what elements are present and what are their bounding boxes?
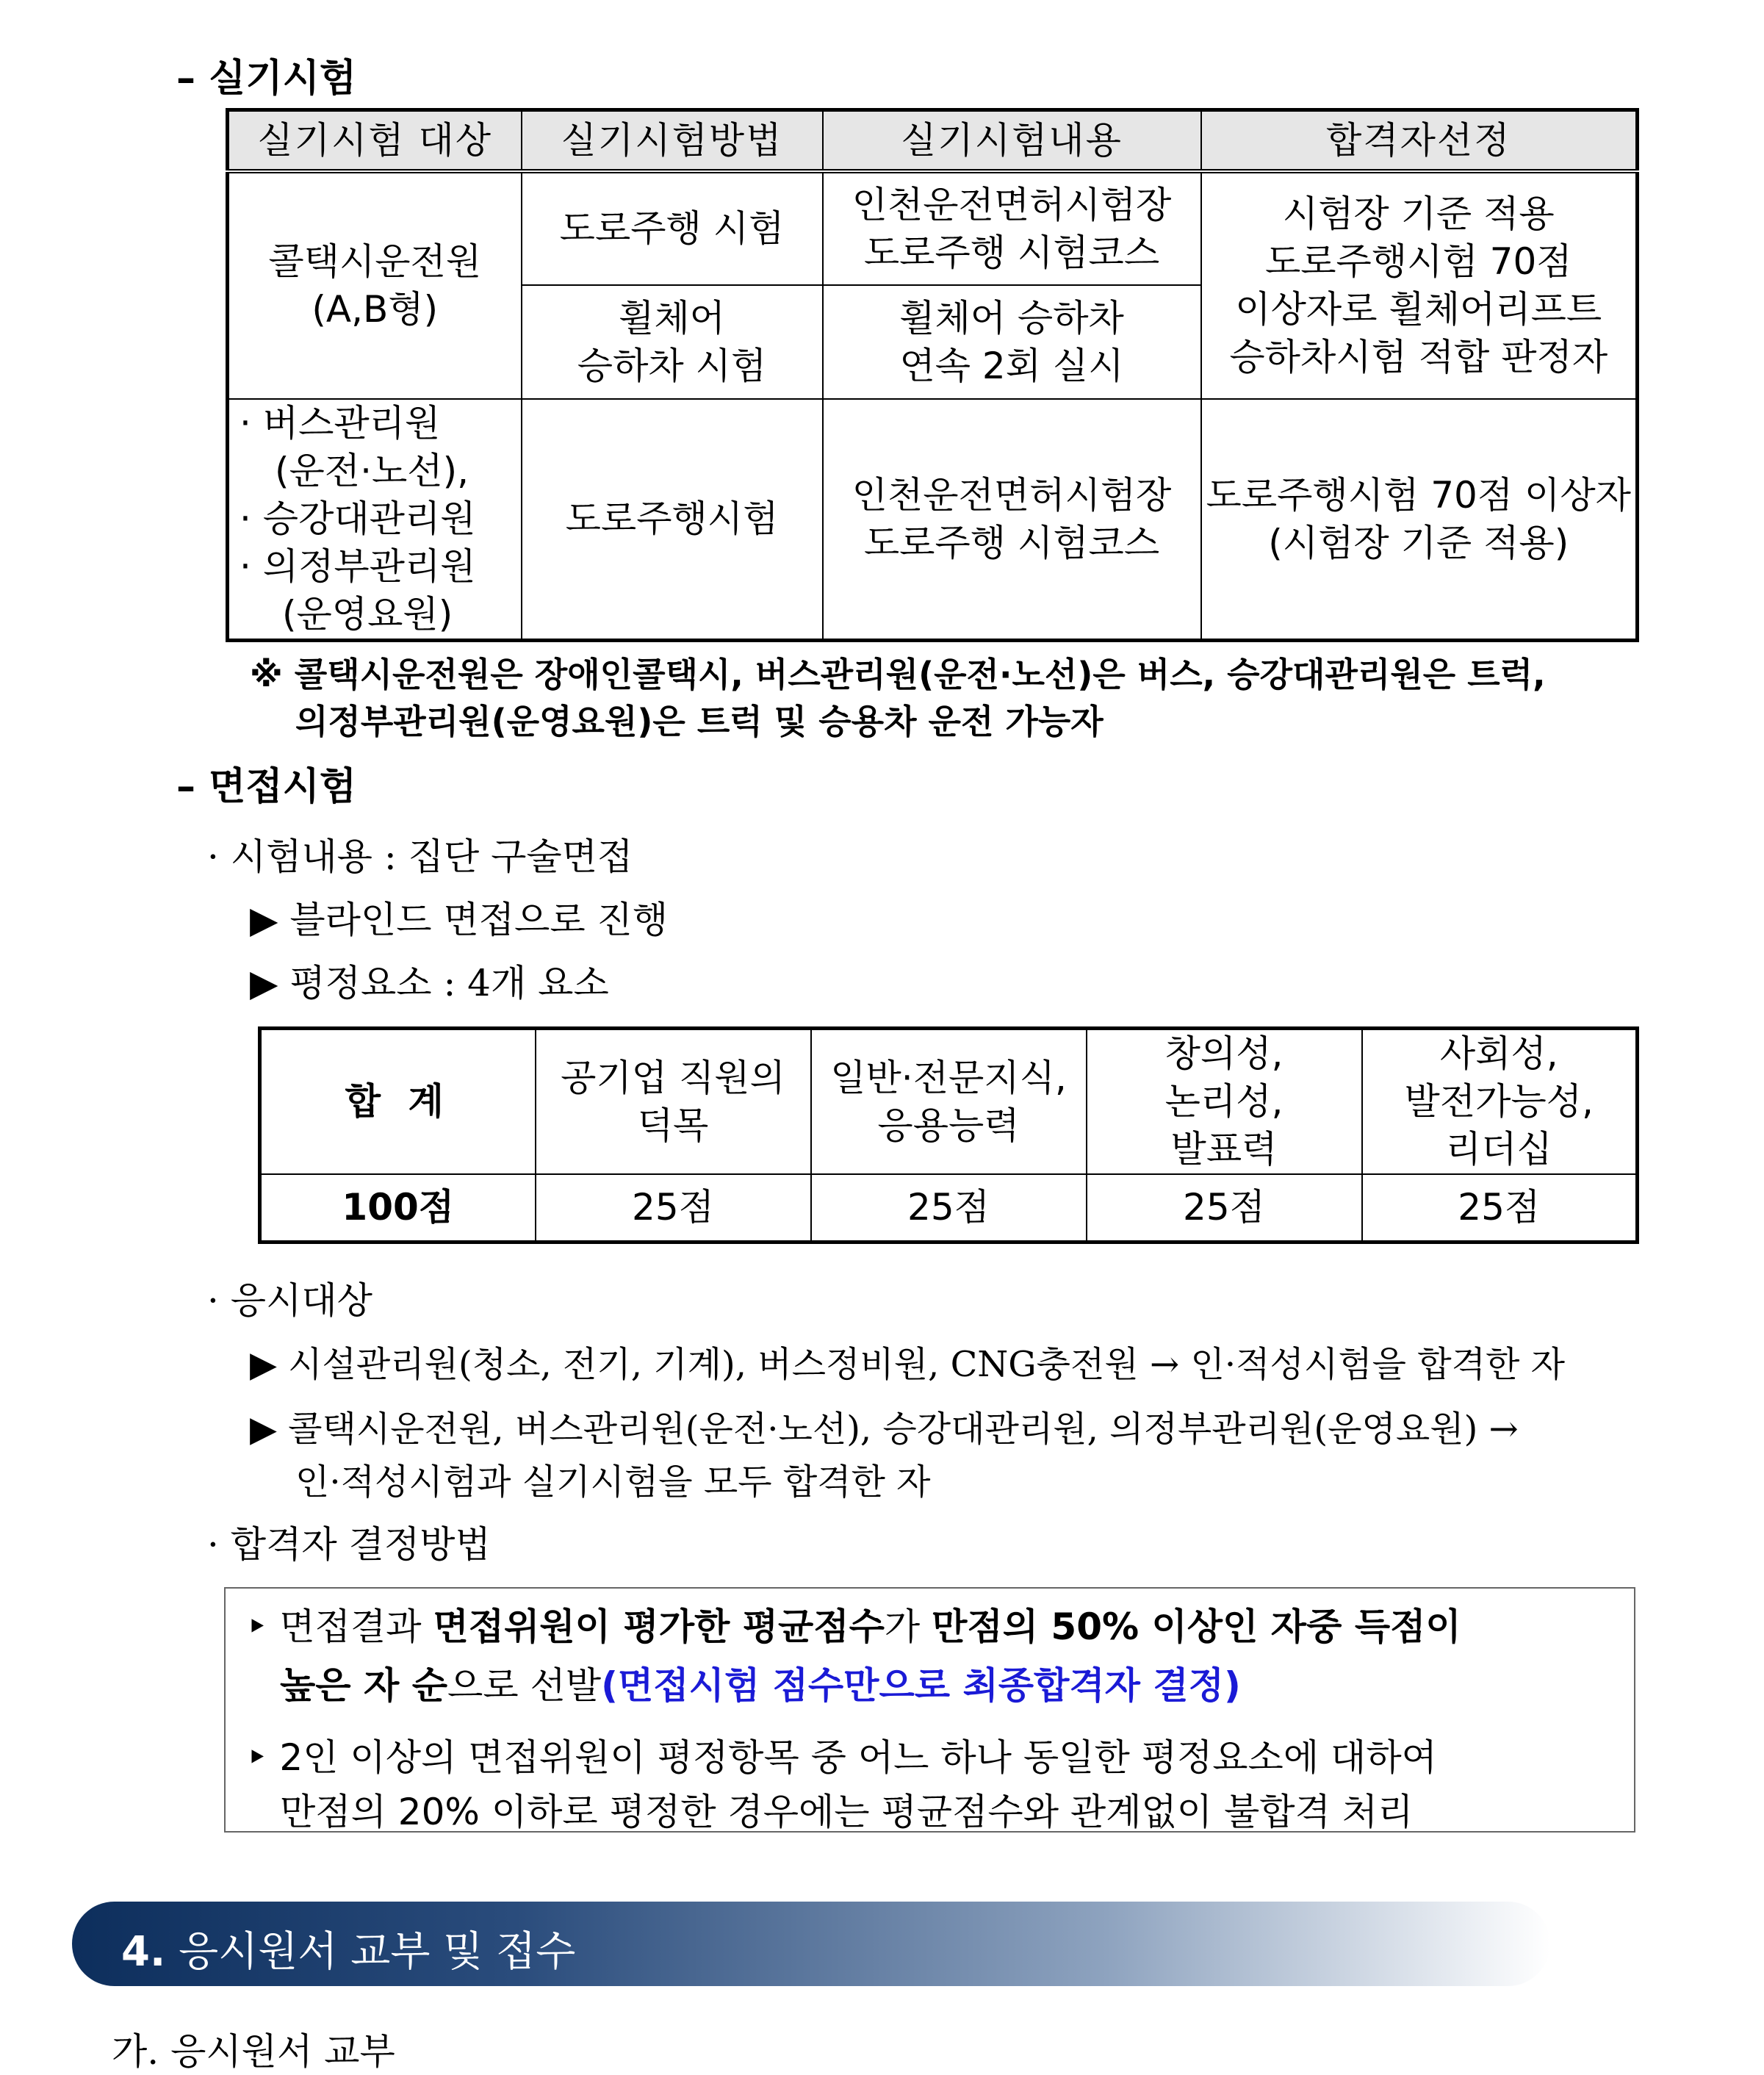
eligibility-item-1: ▶ 시설관리원(청소, 전기, 기계), 버스정비원, CNG충전원 → 인·적성시험을 합격한 자	[250, 1344, 1565, 1385]
table-row	[260, 1029, 1638, 1175]
interview-elements: ▶ 평정요소 : 4개 요소	[250, 962, 609, 1004]
column-header: 창의성, 논리성, 발표력	[1087, 1029, 1362, 1175]
header-selection: 합격자선정	[1201, 110, 1638, 172]
interview-exam-title: – 면접시험	[176, 765, 357, 809]
header-target: 실기시험 대상	[228, 110, 522, 172]
practical-exam-table	[226, 108, 1639, 642]
header-content: 실기시험내용	[823, 110, 1201, 172]
section-title: 응시원서 교부 및 접수	[179, 1928, 576, 1976]
eligibility-item-2-line1: ▶ 콜택시운전원, 버스관리원(운전·노선), 승강대관리원, 의정부관리원(운영요원) →	[250, 1409, 1519, 1450]
decision-bullet-2-line2: 만점의 20% 이하로 평정한 경우에는 평균점수와 관계없이 불합격 처리	[280, 1791, 1414, 1833]
subsection-a-title: 가. 응시원서 교부	[112, 2030, 395, 2073]
practical-note-line2: 의정부관리원(운영요원)은 트럭 및 승용차 운전 가능자	[295, 702, 1104, 741]
table-row	[260, 1174, 1638, 1242]
section-number: 4.	[121, 1928, 166, 1976]
table-row	[228, 171, 1638, 285]
decision-bullet-1-line2: 높은 자 순으로 선발(면접시험 점수만으로 최종합격자 결정)	[280, 1664, 1241, 1707]
decision-box	[224, 1587, 1635, 1833]
total-label: 합 계	[260, 1029, 536, 1175]
column-header: 일반·전문지식, 응용능력	[811, 1029, 1087, 1175]
target-cell-call-taxi: 콜택시운전원 (A,B형)	[228, 171, 522, 399]
method-road-test-bus: 도로주행시험	[522, 399, 823, 641]
table-header-row	[228, 110, 1638, 172]
score-cell: 25점	[1087, 1174, 1362, 1242]
score-cell: 25점	[811, 1174, 1087, 1242]
content-road-test: 인천운전면허시험장 도로주행 시험코스	[823, 171, 1201, 285]
selection-bus: 도로주행시험 70점 이상자 (시험장 기준 적용)	[1201, 399, 1638, 641]
method-road-test: 도로주행 시험	[522, 171, 823, 285]
section-banner-title	[121, 1919, 575, 1978]
final-decision-highlight: (면접시험 점수만으로 최종합격자 결정)	[601, 1664, 1241, 1707]
practical-note-line1: ※ 콜택시운전원은 장애인콜택시, 버스관리원(운전·노선)은 버스, 승강대관리원은 트럭,	[250, 655, 1546, 694]
content-wheelchair: 휠체어 승하차 연속 2회 실시	[823, 285, 1201, 399]
header-method: 실기시험방법	[522, 110, 823, 172]
decision-label: · 합격자 결정방법	[207, 1523, 491, 1566]
content-road-test-bus: 인천운전면허시험장 도로주행 시험코스	[823, 399, 1201, 641]
total-score: 100점	[260, 1174, 536, 1242]
eligibility-label: · 응시대상	[207, 1279, 372, 1322]
decision-bullet-1-line1: ‣ 면접결과 면접위원이 평가한 평균점수가 만점의 50% 이상인 자중 득점이	[246, 1605, 1461, 1648]
selection-call-taxi: 시험장 기준 적용 도로주행시험 70점 이상자로 휠체어리프트 승하차시험 적합 판정자	[1201, 171, 1638, 399]
score-cell: 25점	[536, 1174, 811, 1242]
score-table	[258, 1026, 1639, 1244]
method-wheelchair: 휠체어 승하차 시험	[522, 285, 823, 399]
score-cell: 25점	[1362, 1174, 1638, 1242]
target-cell-bus: · 버스관리원 (운전·노선), · 승강대관리원 · 의정부관리원 (운영요원)	[228, 399, 522, 641]
column-header: 사회성, 발전가능성, 리더십	[1362, 1029, 1638, 1175]
table-row	[228, 399, 1638, 641]
interview-blind: ▶ 블라인드 면접으로 진행	[250, 899, 669, 941]
interview-content: · 시험내용 : 집단 구술면접	[207, 835, 633, 878]
column-header: 공기업 직원의 덕목	[536, 1029, 811, 1175]
decision-bullet-2-line1: ‣ 2인 이상의 면접위원이 평정항목 중 어느 하나 동일한 평정요소에 대하여	[246, 1736, 1437, 1779]
eligibility-item-2-line2: 인·적성시험과 실기시험을 모두 합격한 자	[295, 1461, 931, 1503]
practical-exam-title: – 실기시험	[176, 57, 357, 101]
